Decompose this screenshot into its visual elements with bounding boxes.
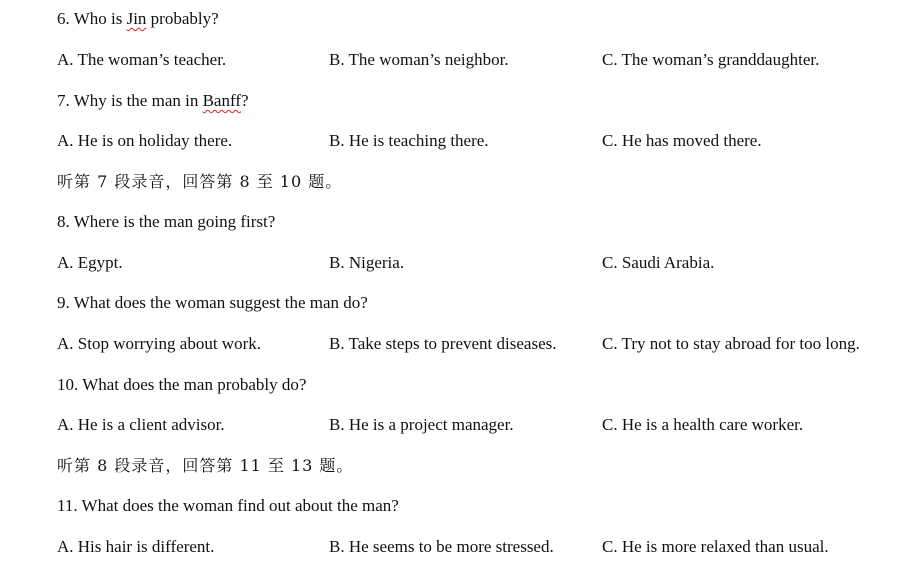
question-text: 7. Why is the man in (57, 91, 203, 110)
question-6 (57, 7, 219, 31)
options-row-9 (57, 332, 907, 356)
option-b: B. He is teaching there. (329, 131, 489, 150)
option-a: A. He is a client advisor. (57, 415, 225, 434)
options-row-8 (57, 251, 897, 275)
question-text: 9. What does the woman suggest the man do? (57, 293, 368, 312)
option-c: C. He has moved there. (602, 131, 762, 150)
options-row-11 (57, 535, 897, 559)
option-b: B. He seems to be more stressed. (329, 537, 554, 556)
option-a: A. Stop worrying about work. (57, 334, 261, 353)
option-c: C. Saudi Arabia. (602, 253, 715, 272)
section-heading-7: 听第 7 段录音，回答第 8 至 10 题。 (57, 172, 343, 191)
question-7 (57, 89, 249, 113)
question-text: 11. What does the woman find out about the man? (57, 496, 399, 515)
option-c: C. He is more relaxed than usual. (602, 537, 829, 556)
option-c: C. The woman’s granddaughter. (602, 50, 820, 69)
option-a: A. Egypt. (57, 253, 123, 272)
option-c: C. Try not to stay abroad for too long. (602, 334, 860, 353)
question-text: 8. Where is the man going first? (57, 212, 276, 231)
option-b: B. Nigeria. (329, 253, 405, 272)
options-row-7 (57, 129, 897, 153)
section-heading-8: 听第 8 段录音，回答第 11 至 13 题。 (57, 456, 354, 475)
question-9 (57, 291, 368, 315)
question-text: ? (241, 91, 249, 110)
option-b: B. The woman’s neighbor. (329, 50, 509, 69)
question-8 (57, 210, 275, 234)
option-a: A. The woman’s teacher. (57, 50, 227, 69)
question-11 (57, 494, 399, 518)
options-row-6 (57, 48, 897, 72)
spellcheck-marked-word: Jin (126, 9, 147, 28)
option-a: A. He is on holiday there. (57, 131, 233, 150)
question-text: 6. Who is (57, 9, 127, 28)
option-b: B. Take steps to prevent diseases. (329, 334, 557, 353)
question-10 (57, 373, 306, 397)
options-row-10 (57, 413, 897, 437)
option-b: B. He is a project manager. (329, 415, 514, 434)
option-c: C. He is a health care worker. (602, 415, 804, 434)
spellcheck-marked-word: Banff (202, 91, 241, 110)
option-a: A. His hair is different. (57, 537, 215, 556)
question-text: 10. What does the man probably do? (57, 375, 307, 394)
question-text: probably? (146, 9, 219, 28)
